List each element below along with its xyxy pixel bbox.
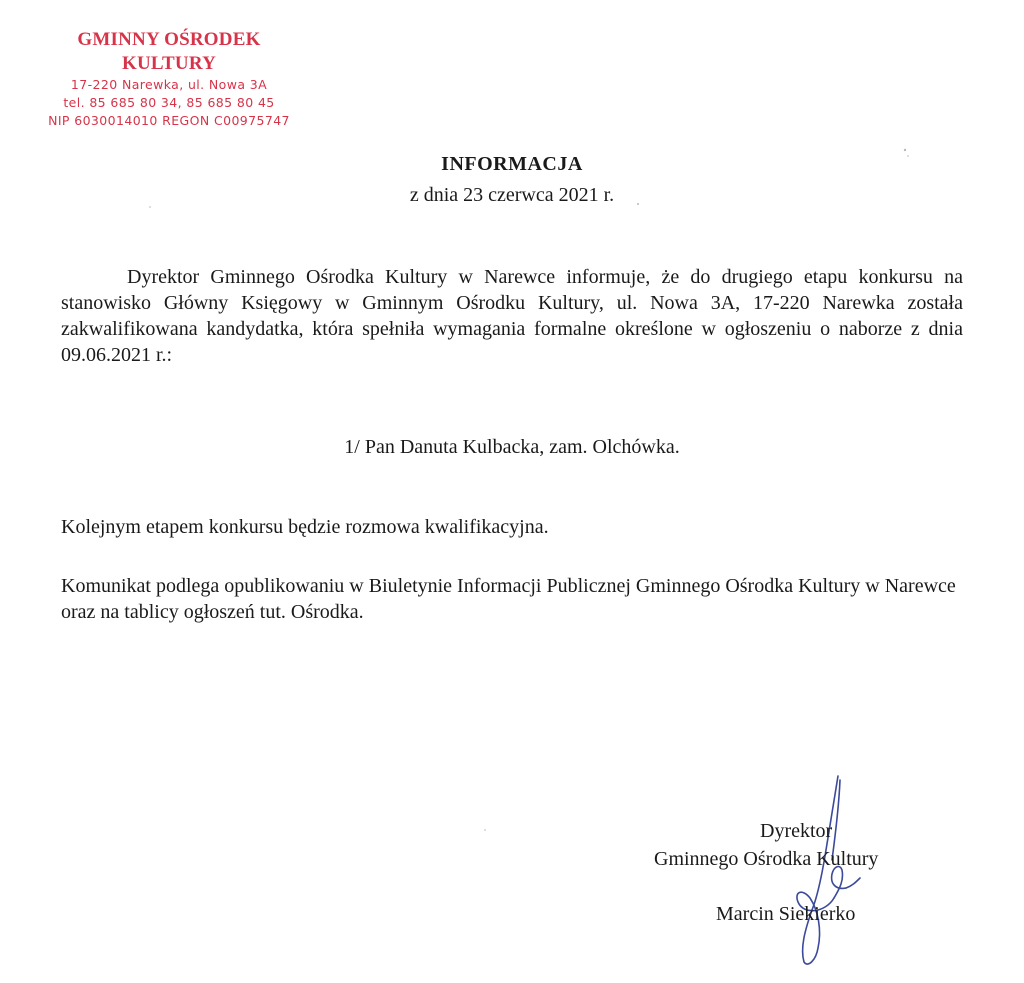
- signature-organization: Gminnego Ośrodka Kultury: [654, 848, 879, 870]
- letterhead-org-name: GMINNY OŚRODEK KULTURY: [77, 29, 261, 74]
- body-paragraph: Dyrektor Gminnego Ośrodka Kultury w Narewce informuje, że do drugiego etapu konkursu na stanowisko Główny Księgowy w Gminnym Ośrodku Kultury, ul. Nowa 3A, 17-220 Narewka została zakwalifikowana kandydatka, która spełniła wymagania formalne określone w ogłoszeniu o naborze z dnia 09.06.2021 r.:: [61, 266, 963, 366]
- document-title: INFORMACJA: [441, 153, 583, 175]
- letterhead-stamp: [34, 28, 304, 130]
- candidate-entry: 1/ Pan Danuta Kulbacka, zam. Olchówka.: [344, 436, 680, 458]
- signature-name: Marcin Siekierko: [716, 903, 856, 925]
- next-stage-note: Kolejnym etapem konkursu będzie rozmowa kwalifikacyjna.: [61, 516, 549, 538]
- publication-note: Komunikat podlega opublikowaniu w Biuletynie Informacji Publicznej Gminnego Ośrodka Kultury w Narewce oraz na tablicy ogłoszeń tut. Ośrodka.: [61, 575, 956, 623]
- letterhead-phone: tel. 85 685 80 34, 85 685 80 45: [63, 95, 275, 110]
- letterhead-address: 17-220 Narewka, ul. Nowa 3A: [70, 77, 268, 92]
- letterhead-ids: NIP 6030014010 REGON C00975747: [48, 113, 290, 128]
- document-date: z dnia 23 czerwca 2021 r.: [409, 184, 615, 206]
- signature-title: Dyrektor: [760, 820, 833, 842]
